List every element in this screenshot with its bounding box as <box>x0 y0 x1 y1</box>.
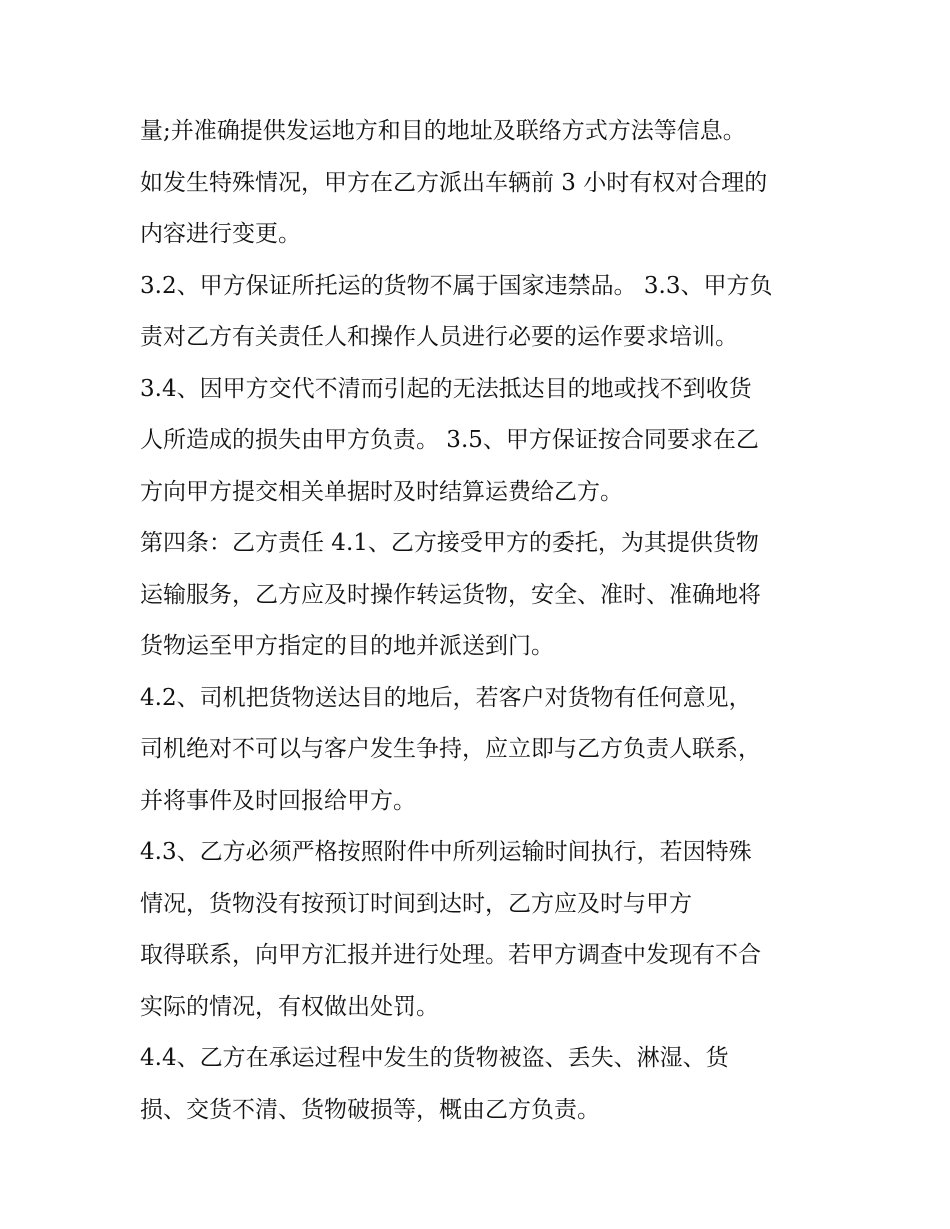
contract-text <box>140 106 840 1136</box>
text-line-10: 运输服务，乙方应及时操作转运货物，安全、准时、准确地将 <box>140 581 761 608</box>
text-line-12: 4.2、司机把货物送达目的地后，若客户对货物有任何意见， <box>140 684 752 711</box>
text-line-3: 内容进行变更。 <box>140 221 301 247</box>
text-line-13: 司机绝对不可以与客户发生争持，应立即与乙方负责人联系， <box>140 736 761 762</box>
text-line-7: 人所造成的损失由甲方负责。 3.5、甲方保证按合同要求在乙 <box>140 427 759 453</box>
text-line-20: 损、交货不清、货物破损等，概由乙方负责。 <box>140 1096 600 1123</box>
text-line-6: 3.4、因甲方交代不清而引起的无法抵达目的地或找不到收货 <box>140 375 752 402</box>
text-line-9: 第四条：乙方责任 4.1、乙方接受甲方的委托，为其提供货物 <box>140 530 759 556</box>
text-line-17: 取得联系，向甲方汇报并进行处理。若甲方调查中发现有不合 <box>140 942 761 968</box>
text-line-14: 并将事件及时回报给甲方。 <box>140 787 416 814</box>
text-line-1: 量;并准确提供发运地方和目的地址及联络方式方法等信息。 <box>140 118 746 144</box>
text-line-8: 方向甲方提交相关单据时及时结算运费给乙方。 <box>140 478 623 505</box>
text-line-11: 货物运至甲方指定的目的地并派送到门。 <box>140 633 554 659</box>
text-line-2: 如发生特殊情况，甲方在乙方派出车辆前 3 小时有权对合理的 <box>140 169 768 196</box>
text-line-18: 实际的情况，有权做出处罚。 <box>140 993 439 1020</box>
text-line-4: 3.2、甲方保证所托运的货物不属于国家违禁品。 3.3、甲方负 <box>140 272 773 299</box>
text-line-19: 4.4、乙方在承运过程中发生的货物被盗、丢失、淋湿、货 <box>140 1045 729 1071</box>
text-line-16: 情况，货物没有按预订时间到达时，乙方应及时与甲方 <box>140 890 692 917</box>
text-line-15: 4.3、乙方必须严格按照附件中所列运输时间执行，若因特殊 <box>140 839 752 865</box>
text-line-5: 责对乙方有关责任人和操作人员进行必要的运作要求培训。 <box>140 324 738 350</box>
